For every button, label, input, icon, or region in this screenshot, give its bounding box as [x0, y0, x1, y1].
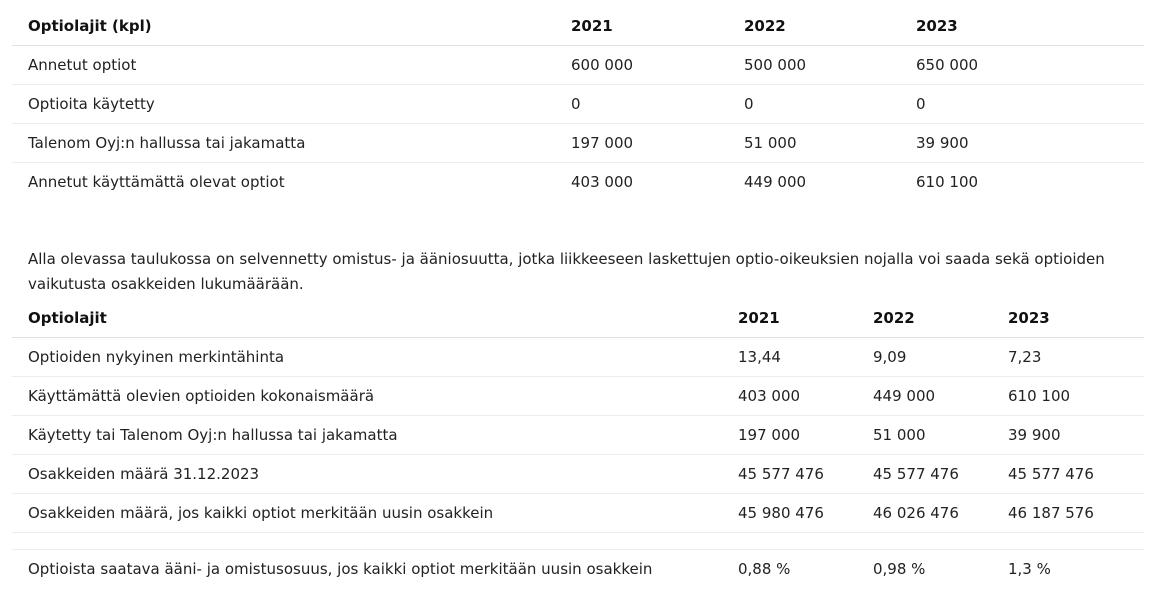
- row-label: Optioista saatava ääni- ja omistusosuus, jos kaikki optiot merkitään uusin osakkein: [28, 560, 653, 578]
- cell-2021: 0,88 %: [738, 560, 791, 578]
- cell-2021: 0: [555, 85, 728, 124]
- table-row: [12, 124, 1144, 163]
- cell-2023: 610 100: [992, 377, 1144, 416]
- row-label: Osakkeiden määrä, jos kaikki optiot merkitään uusin osakkein: [12, 494, 722, 533]
- cell-2023: 650 000: [900, 46, 1144, 85]
- table-row: [12, 494, 1144, 533]
- column-header-2022: 2022: [728, 6, 900, 46]
- cell-2023: 610 100: [916, 173, 979, 191]
- row-label: Optioita käytetty: [12, 85, 555, 124]
- cell-2021: [722, 533, 857, 550]
- table-row: [12, 46, 1144, 85]
- column-header-2021: 2021: [722, 298, 857, 338]
- table-row: [12, 377, 1144, 416]
- cell-2023: 7,23: [992, 338, 1144, 377]
- cell-2021: 197 000: [555, 124, 728, 163]
- cell-2021: 13,44: [722, 338, 857, 377]
- table-row: [12, 163, 1144, 202]
- row-label: Talenom Oyj:n hallussa tai jakamatta: [12, 124, 555, 163]
- cell-2023: 0: [900, 85, 1144, 124]
- cell-2022: 449 000: [744, 173, 807, 191]
- column-header-2023: 2023: [900, 6, 1144, 46]
- table-row: [12, 338, 1144, 377]
- cell-2021: 45 980 476: [722, 494, 857, 533]
- column-header-option-type: Optiolajit (kpl): [12, 6, 555, 46]
- cell-2022: [857, 533, 992, 550]
- cell-2022: 9,09: [857, 338, 992, 377]
- cell-2023: 46 187 576: [992, 494, 1144, 533]
- row-label: Optioiden nykyinen merkintähinta: [12, 338, 722, 377]
- table-header-row: [12, 298, 1144, 338]
- cell-2023: 39 900: [900, 124, 1144, 163]
- column-header-2023: 2023: [992, 298, 1144, 338]
- table-row: [12, 550, 1144, 589]
- ownership-impact-table: [12, 298, 1144, 588]
- cell-2023: 1,3 %: [1008, 560, 1051, 578]
- row-label: Annetut optiot: [12, 46, 555, 85]
- table-row: [12, 455, 1144, 494]
- table-row: [12, 85, 1144, 124]
- cell-2021: 403 000: [571, 173, 634, 191]
- column-header-2021: 2021: [555, 6, 728, 46]
- row-label: [12, 533, 722, 550]
- cell-2023: 39 900: [992, 416, 1144, 455]
- cell-2022: 45 577 476: [857, 455, 992, 494]
- cell-2023: 45 577 476: [992, 455, 1144, 494]
- cell-2022: 51 000: [728, 124, 900, 163]
- cell-2021: 403 000: [722, 377, 857, 416]
- cell-2021: 45 577 476: [722, 455, 857, 494]
- cell-2022: 0: [728, 85, 900, 124]
- cell-2021: 600 000: [555, 46, 728, 85]
- cell-2022: 46 026 476: [857, 494, 992, 533]
- option-types-table: [12, 6, 1144, 201]
- cell-2023: [992, 533, 1144, 550]
- cell-2022: 449 000: [857, 377, 992, 416]
- column-header-2022: 2022: [857, 298, 992, 338]
- table-row: [12, 416, 1144, 455]
- table-header-row: [12, 6, 1144, 46]
- row-label: Osakkeiden määrä 31.12.2023: [12, 455, 722, 494]
- explanation-paragraph: Alla olevassa taulukossa on selvennetty omistus- ja ääniosuutta, jotka liikkeeseen laskettujen optio-oikeuksien nojalla voi saada sekä optioiden vaikutusta osakkeiden lukumäärään.: [28, 250, 1105, 293]
- column-header-option-type: Optiolajit: [12, 298, 722, 338]
- cell-2021: 197 000: [722, 416, 857, 455]
- row-label: Käytetty tai Talenom Oyj:n hallussa tai jakamatta: [12, 416, 722, 455]
- row-label: Annetut käyttämättä olevat optiot: [28, 173, 285, 191]
- empty-row: [12, 533, 1144, 550]
- cell-2022: 51 000: [857, 416, 992, 455]
- cell-2022: 0,98 %: [873, 560, 926, 578]
- row-label: Käyttämättä olevien optioiden kokonaismäärä: [12, 377, 722, 416]
- cell-2022: 500 000: [728, 46, 900, 85]
